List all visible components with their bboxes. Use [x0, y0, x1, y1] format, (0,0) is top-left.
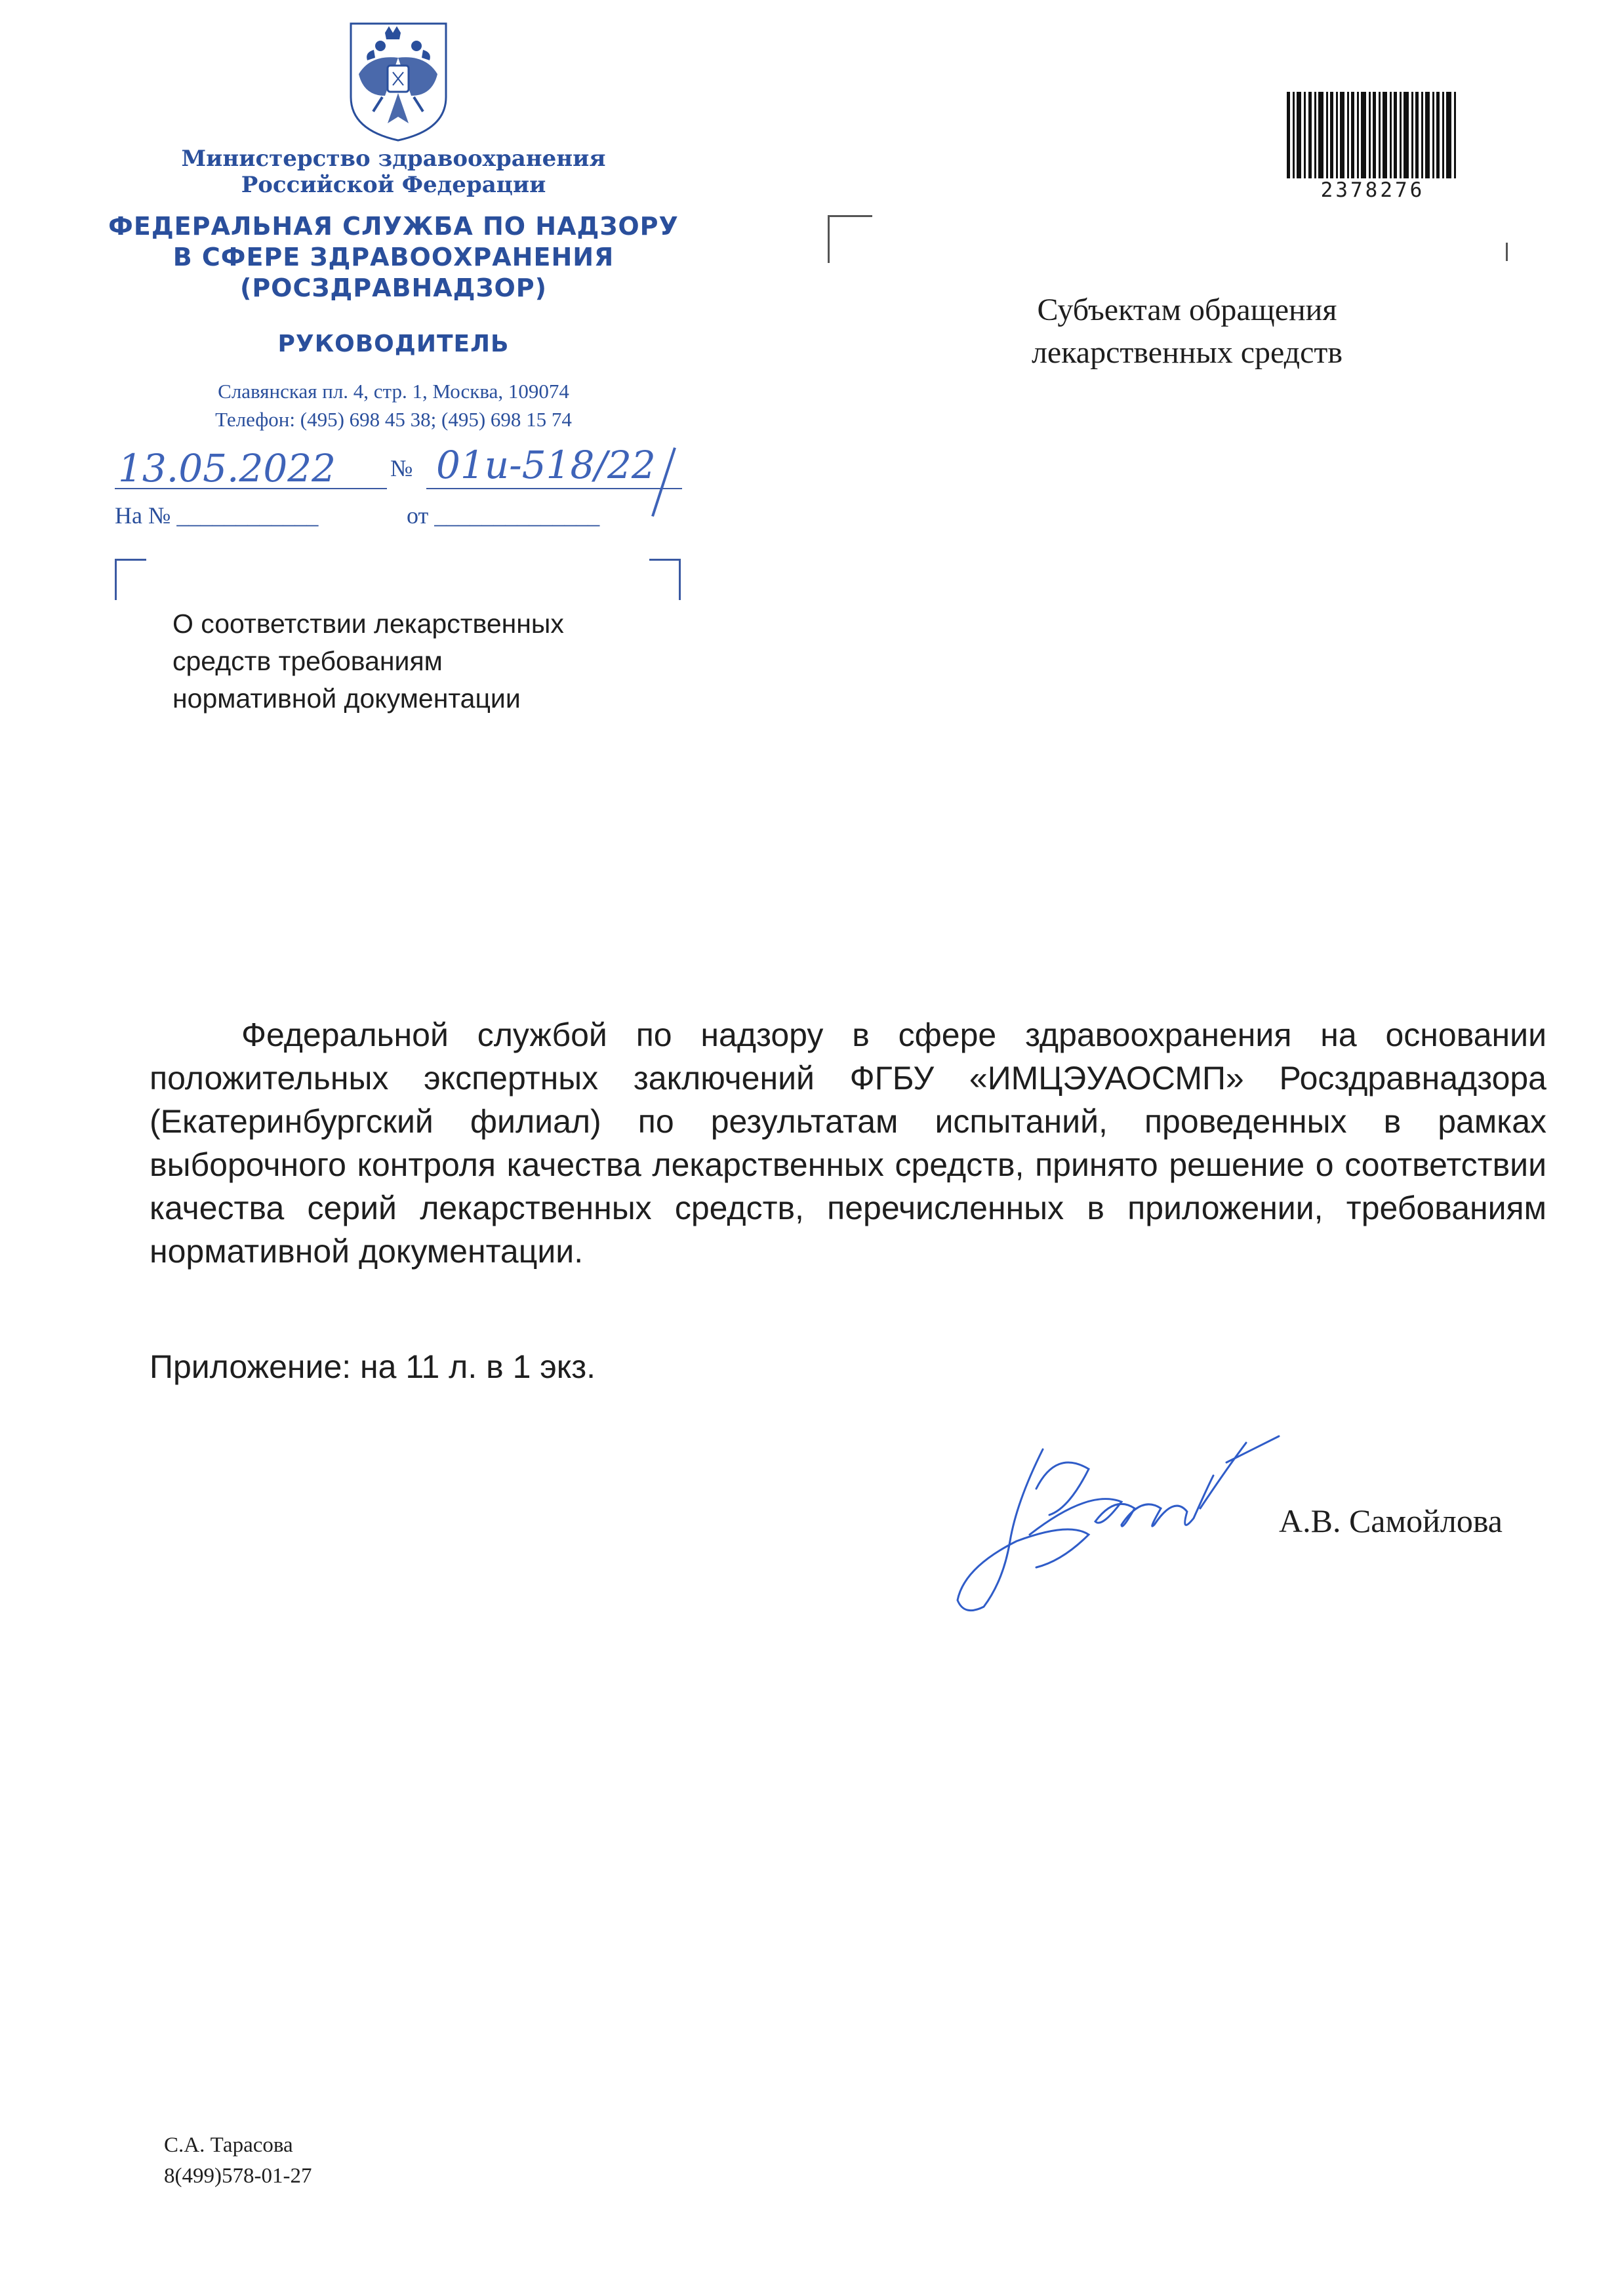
barcode [1287, 92, 1459, 178]
reference-date-field: от ______________ [407, 502, 600, 529]
signatory-name: А.В. Самойлова [1279, 1502, 1503, 1539]
subject-line1: О соответствии лекарственных [172, 609, 564, 639]
subject-corner-right [649, 559, 681, 600]
reference-number-field: На № ____________ [115, 502, 319, 529]
double-headed-eagle-icon [344, 18, 453, 143]
date-underline [115, 488, 387, 489]
registration-number: 01и-518/22 [436, 443, 656, 487]
attachment-note: Приложение: на 11 л. в 1 экз. [150, 1348, 596, 1385]
number-underline [426, 488, 682, 489]
executor-name: С.А. Тарасова [164, 2133, 293, 2157]
subject-line2: средств требованиям [172, 646, 443, 676]
subject-line3: нормативной документации [172, 683, 521, 714]
addressee-line1: Субъектам обращения [1037, 292, 1337, 327]
addressee-corner-right [1506, 243, 1508, 261]
registration-date: 13.05.2022 [118, 446, 336, 491]
agency-name-line2: В СФЕРЕ ЗДРАВООХРАНЕНИЯ [172, 243, 615, 272]
subject-corner-left [115, 559, 146, 600]
body-paragraph: Федеральной службой по надзору в сфере здравоохранения на основании положительных экспертных заключений ФГБУ «ИМЦЭУАОСМП» Росздравнадзора (Екатеринбургский филиал) по результатам испытаний, проведенных в рамках выборочного контроля качества лекарственных средств, принято решение о соответствии качества серий лекарственных средств, перечисленных в приложении, требованиям нормативной документации. [150, 1017, 1546, 1270]
agency-phone: Телефон: (495) 698 45 38; (495) 698 15 74 [215, 408, 572, 431]
agency-name-line3: (РОСЗДРАВНАДЗОР) [239, 273, 548, 302]
ministry-name-line1: Министерство здравоохранения [181, 146, 606, 172]
addressee-corner-left [828, 215, 872, 263]
handwritten-signature [938, 1410, 1305, 1620]
agency-address: Славянская пл. 4, стр. 1, Москва, 109074 [218, 380, 569, 403]
ministry-name-line2: Российской Федерации [241, 172, 546, 198]
head-title: РУКОВОДИТЕЛЬ [277, 331, 510, 357]
addressee-line2: лекарственных средств [1031, 335, 1343, 370]
executor-phone: 8(499)578-01-27 [164, 2164, 312, 2188]
number-label: № [390, 455, 413, 481]
agency-name-line1: ФЕДЕРАЛЬНАЯ СЛУЖБА ПО НАДЗОРУ [108, 212, 679, 241]
barcode-number: 2378276 [1320, 178, 1425, 202]
